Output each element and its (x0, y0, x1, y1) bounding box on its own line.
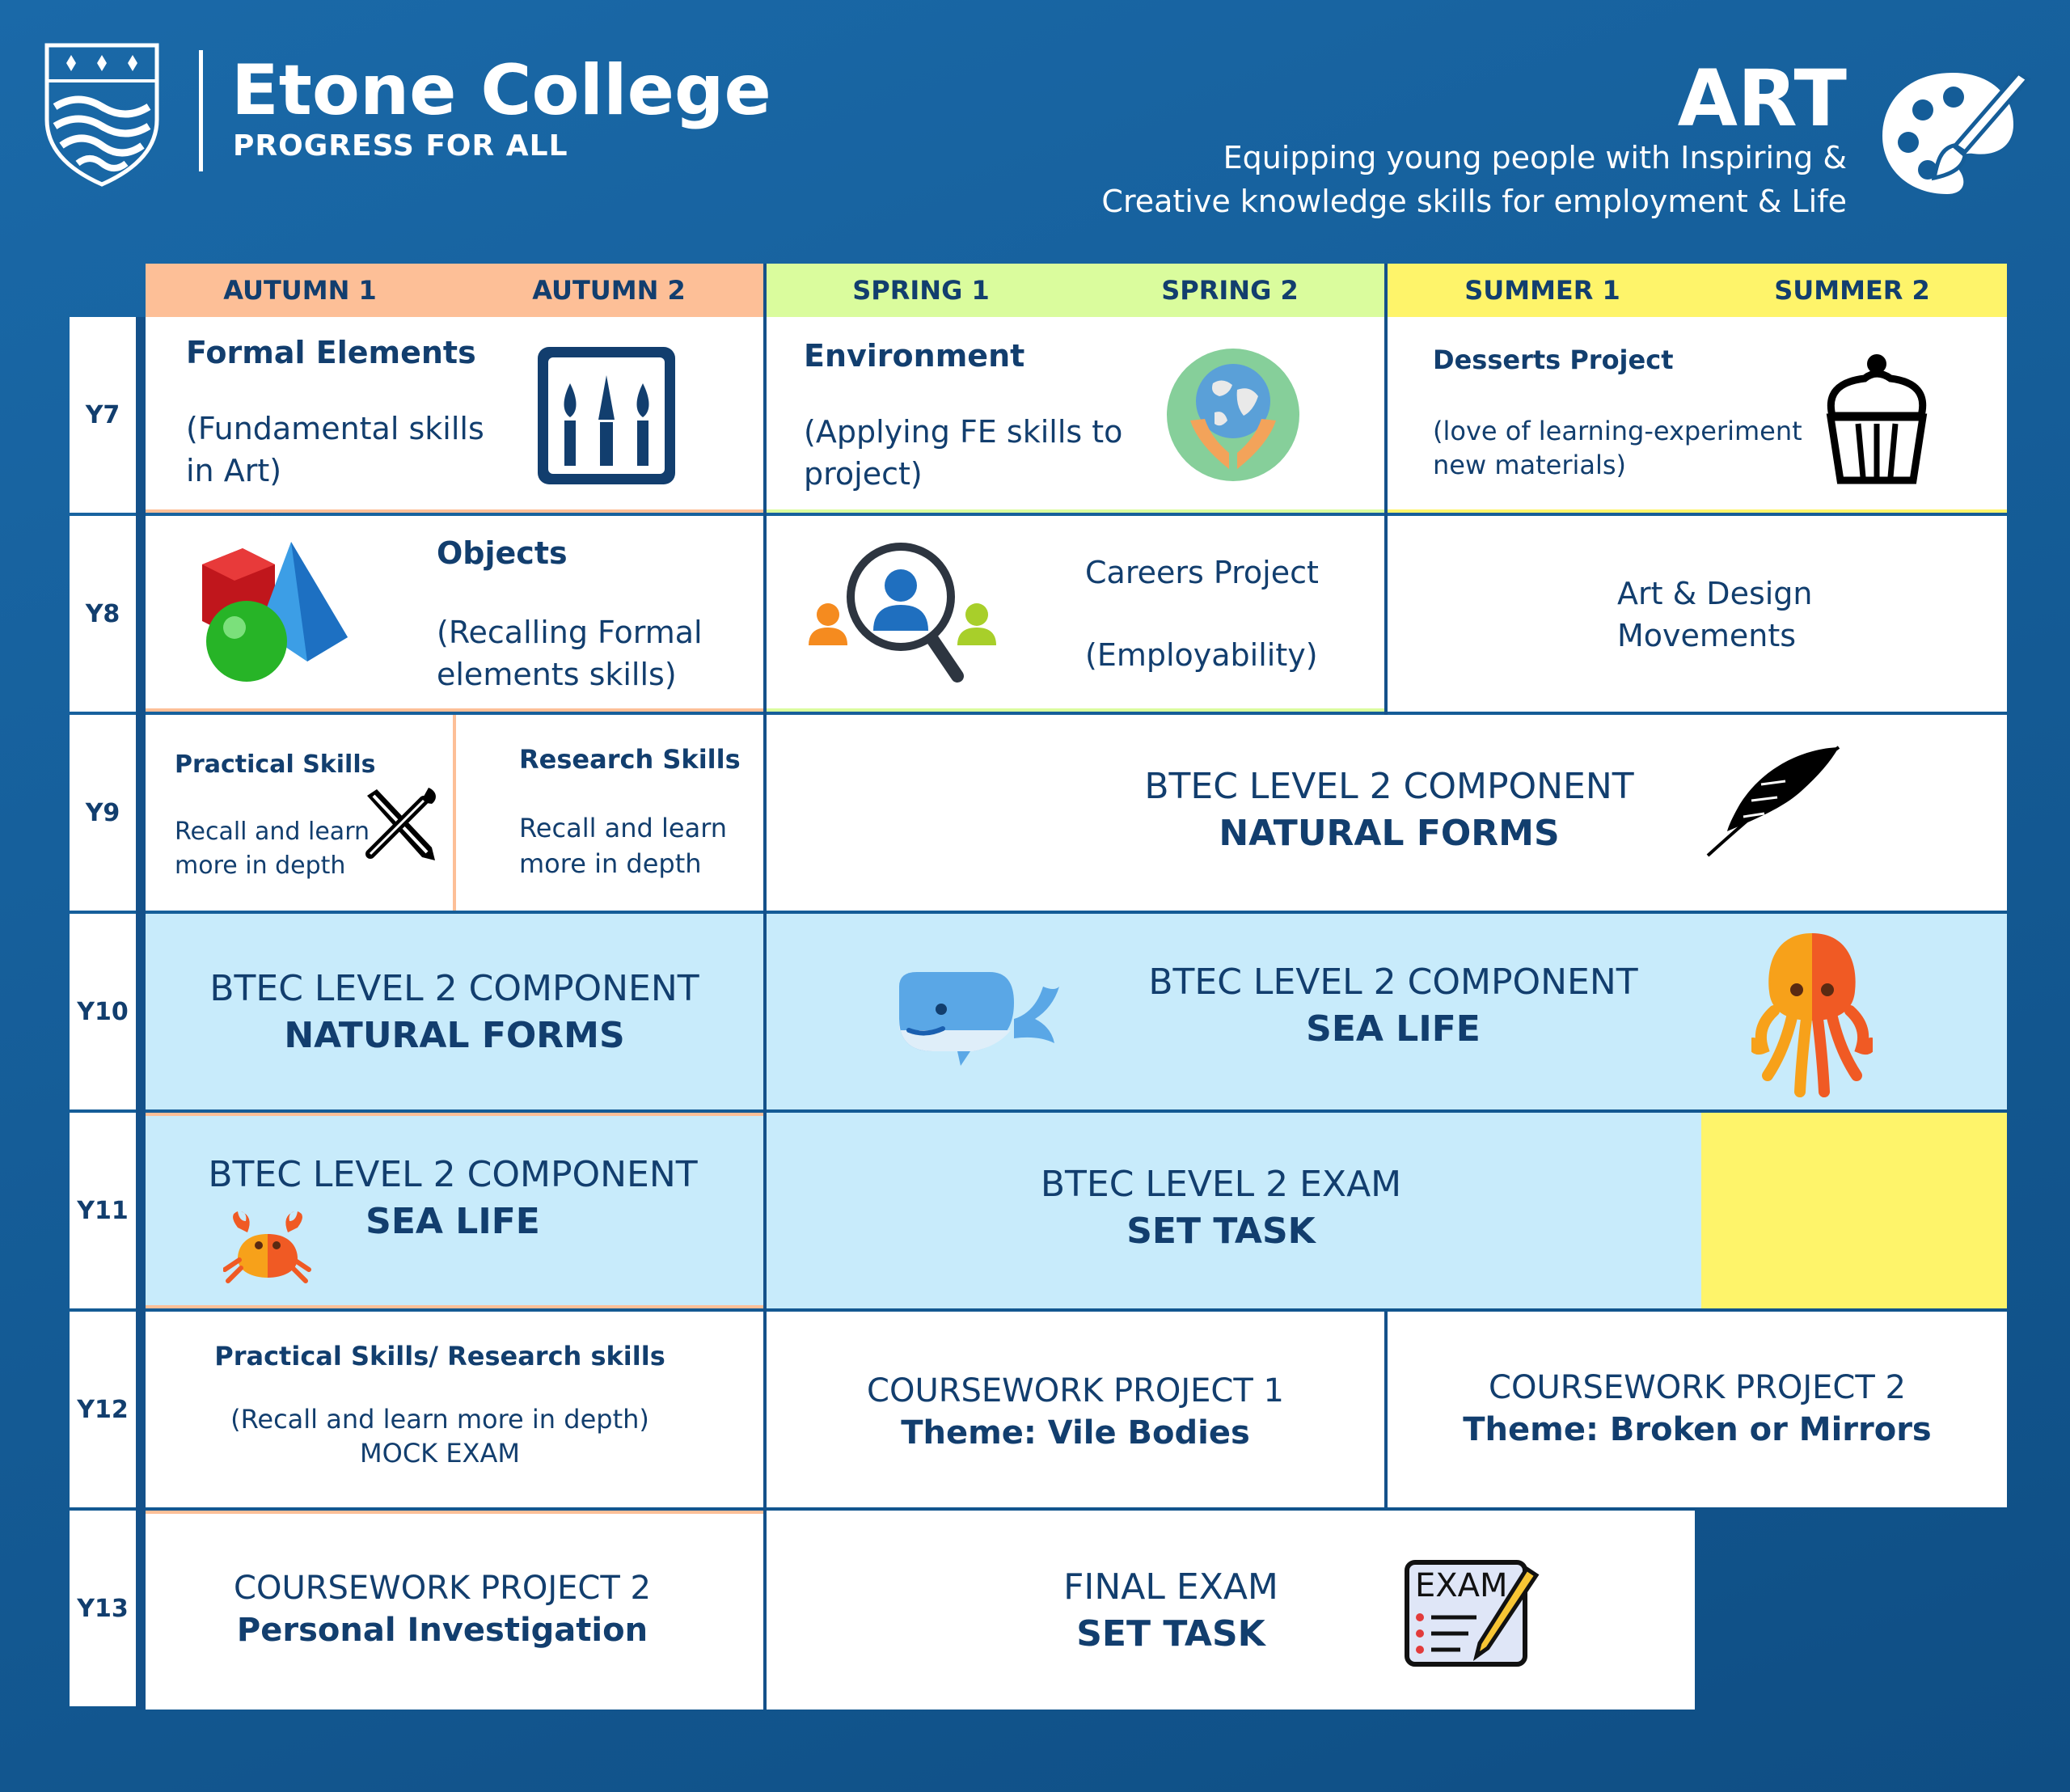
whale-icon (893, 962, 1062, 1067)
y7-autumn-desc-line-1: (Fundamental skills (186, 411, 484, 446)
spring-summer-divider-top (1384, 264, 1388, 715)
feather-icon (1705, 744, 1842, 857)
y12-autumn-title: Practical Skills/ Research skills (214, 1341, 665, 1371)
y9-autumn2-cell (456, 715, 763, 911)
tagline-line-2: Creative knowledge skills for employment & Life (1101, 184, 1847, 219)
y9-btec-line-2: NATURAL FORMS (1219, 813, 1560, 854)
term-header-spring (767, 264, 1384, 317)
y9-a2-desc (519, 810, 727, 881)
y7-spring-desc (804, 411, 1122, 495)
y13-exam-line-1: FINAL EXAM (1063, 1566, 1278, 1608)
y8-autumn-cell (146, 516, 763, 712)
y13-autumn-line-2: Personal Investigation (236, 1612, 648, 1649)
y9-a1-desc (175, 815, 370, 883)
y11-summer-cell (1701, 1113, 2007, 1308)
paintbrushes-icon (534, 343, 679, 488)
logo-divider (199, 50, 203, 171)
term-header-autumn (146, 264, 763, 317)
y9-btec-text (1074, 763, 1705, 857)
year-label-y7: Y7 (70, 317, 136, 513)
y12-spring-line-2: Theme: Vile Bodies (901, 1414, 1250, 1452)
y7-summer-cell (1388, 317, 2007, 513)
year-label-y10: Y10 (70, 914, 136, 1109)
octopus-icon (1751, 930, 1873, 1100)
y11-exam-line-1: BTEC LEVEL 2 EXAM (1040, 1164, 1402, 1205)
y11-autumn-line-1: BTEC LEVEL 2 COMPONENT (208, 1154, 698, 1195)
y12-summer-line-1: COURSEWORK PROJECT 2 (1489, 1369, 1906, 1406)
y11-autumn-line-2: SEA LIFE (365, 1201, 540, 1242)
crossed-pencil-brush-icon (359, 784, 440, 865)
year-label-y9: Y9 (70, 715, 136, 911)
exam-icon-text: EXAM (1415, 1567, 1508, 1604)
y12-spring-cell (767, 1312, 1384, 1507)
y7-summer-desc-line-1: (love of learning-experiment (1433, 416, 1802, 446)
crab-icon (223, 1210, 312, 1287)
y11-exam-text (767, 1161, 1675, 1255)
y9-a2-desc-line-1: Recall and learn (519, 813, 728, 843)
college-motto: PROGRESS FOR ALL (233, 129, 568, 163)
y10-rest-line-1: BTEC LEVEL 2 COMPONENT (1148, 962, 1638, 1003)
term-header-summer (1388, 264, 2007, 317)
y10-autumn-line-1: BTEC LEVEL 2 COMPONENT (209, 968, 699, 1009)
y10-rest-line-2: SEA LIFE (1306, 1008, 1481, 1050)
y13-autumn-text (146, 1567, 739, 1651)
3d-shapes-icon (186, 532, 356, 694)
y8-summer-line-1: Art & Design (1617, 576, 1813, 611)
cupcake-icon (1816, 351, 1937, 488)
y12-summer-line-2: Theme: Broken or Mirrors (1463, 1411, 1932, 1448)
year-label-y8: Y8 (70, 516, 136, 712)
y7-spring-title: Environment (804, 338, 1025, 374)
y9-a2-desc-line-2: more in depth (519, 848, 702, 879)
autumn-spring-divider (763, 264, 767, 1710)
y7-autumn-title: Formal Elements (186, 335, 476, 370)
y12-autumn-desc: (Recall and learn more in depth) (230, 1404, 649, 1435)
year-label-y11: Y11 (70, 1113, 136, 1308)
y7-autumn-desc (186, 408, 484, 492)
y9-btec-line-1: BTEC LEVEL 2 COMPONENT (1144, 766, 1634, 807)
y12-autumn-mock: MOCK EXAM (360, 1438, 520, 1469)
y7-spring-desc-line-1: (Applying FE skills to (804, 414, 1123, 450)
y12-summer-cell (1388, 1312, 2007, 1507)
y8-autumn-desc (437, 611, 703, 695)
year-label-y12: Y12 (70, 1312, 136, 1507)
y8-summer-text (1617, 573, 1813, 657)
y11-exam-line-2: SET TASK (1126, 1211, 1316, 1252)
term-summer-1: SUMMER 1 (1464, 275, 1620, 306)
y12-spring-line-1: COURSEWORK PROJECT 1 (867, 1372, 1284, 1410)
y9-a1-desc-line-2: more in depth (175, 852, 346, 880)
term-summer-2: SUMMER 2 (1774, 275, 1930, 306)
y7-autumn-desc-line-2: in Art) (186, 453, 282, 488)
y9-autumn1-cell (146, 715, 453, 911)
y12-autumn-text (146, 1341, 734, 1470)
y8-spring-title: Careers Project (1085, 555, 1319, 590)
y13-exam-text (993, 1564, 1349, 1658)
y8-summer-cell (1388, 516, 2007, 712)
exam-paper-icon (1404, 1559, 1541, 1669)
y9-a2-title: Research Skills (519, 744, 741, 775)
globe-in-hands-icon (1166, 348, 1300, 482)
y7-spring-cell (767, 317, 1384, 513)
term-autumn-1: AUTUMN 1 (223, 275, 377, 306)
term-spring-1: SPRING 1 (852, 275, 990, 306)
spring-summer-divider-y12 (1384, 1312, 1388, 1507)
y8-spring-desc: (Employability) (1085, 637, 1318, 673)
y9-btec-cell (767, 715, 2007, 911)
y10-autumn-text (146, 966, 763, 1059)
college-shield-icon (40, 39, 163, 189)
y7-autumn-cell (146, 317, 763, 513)
y11-exam-cell (767, 1113, 1701, 1308)
year-column-divider (136, 317, 146, 1710)
y10-autumn-line-2: NATURAL FORMS (284, 1015, 625, 1056)
college-name: Etone College (231, 50, 771, 131)
year-label-y13: Y13 (70, 1511, 136, 1706)
y12-autumn-cell (146, 1312, 763, 1507)
y12-summer-text (1388, 1367, 2007, 1451)
subject-title: ART (1677, 53, 1847, 144)
y8-autumn-desc-line-1: (Recalling Formal (437, 615, 703, 650)
y10-rest-cell (767, 914, 2007, 1109)
y10-autumn-cell (146, 914, 763, 1109)
y13-exam-cell (767, 1511, 1695, 1710)
y13-autumn-line-1: COURSEWORK PROJECT 2 (234, 1570, 651, 1607)
y9-a1-desc-line-1: Recall and learn (175, 818, 370, 846)
y13-autumn-cell (146, 1511, 763, 1710)
term-autumn-2: AUTUMN 2 (532, 275, 686, 306)
y11-autumn-cell (146, 1113, 763, 1308)
y7-summer-title: Desserts Project (1433, 344, 1674, 375)
y8-spring-cell (767, 516, 1384, 712)
y13-exam-line-2: SET TASK (1076, 1613, 1265, 1655)
y7-spring-desc-line-2: project) (804, 456, 923, 492)
y9-a1-title: Practical Skills (175, 750, 376, 779)
term-spring-2: SPRING 2 (1161, 275, 1299, 306)
y8-autumn-desc-line-2: elements skills) (437, 657, 677, 692)
y10-rest-text (1074, 959, 1713, 1053)
y8-autumn-title: Objects (437, 535, 568, 571)
y7-summer-desc (1433, 414, 1802, 482)
y12-spring-text (767, 1370, 1384, 1454)
tagline-line-1: Equipping young people with Inspiring & (1223, 140, 1847, 175)
y8-summer-line-2: Movements (1617, 618, 1797, 653)
y7-summer-desc-line-2: new materials) (1433, 450, 1627, 480)
magnifier-people-icon (805, 540, 999, 686)
subject-tagline (1101, 136, 1847, 223)
paint-palette-icon (1876, 65, 2038, 202)
